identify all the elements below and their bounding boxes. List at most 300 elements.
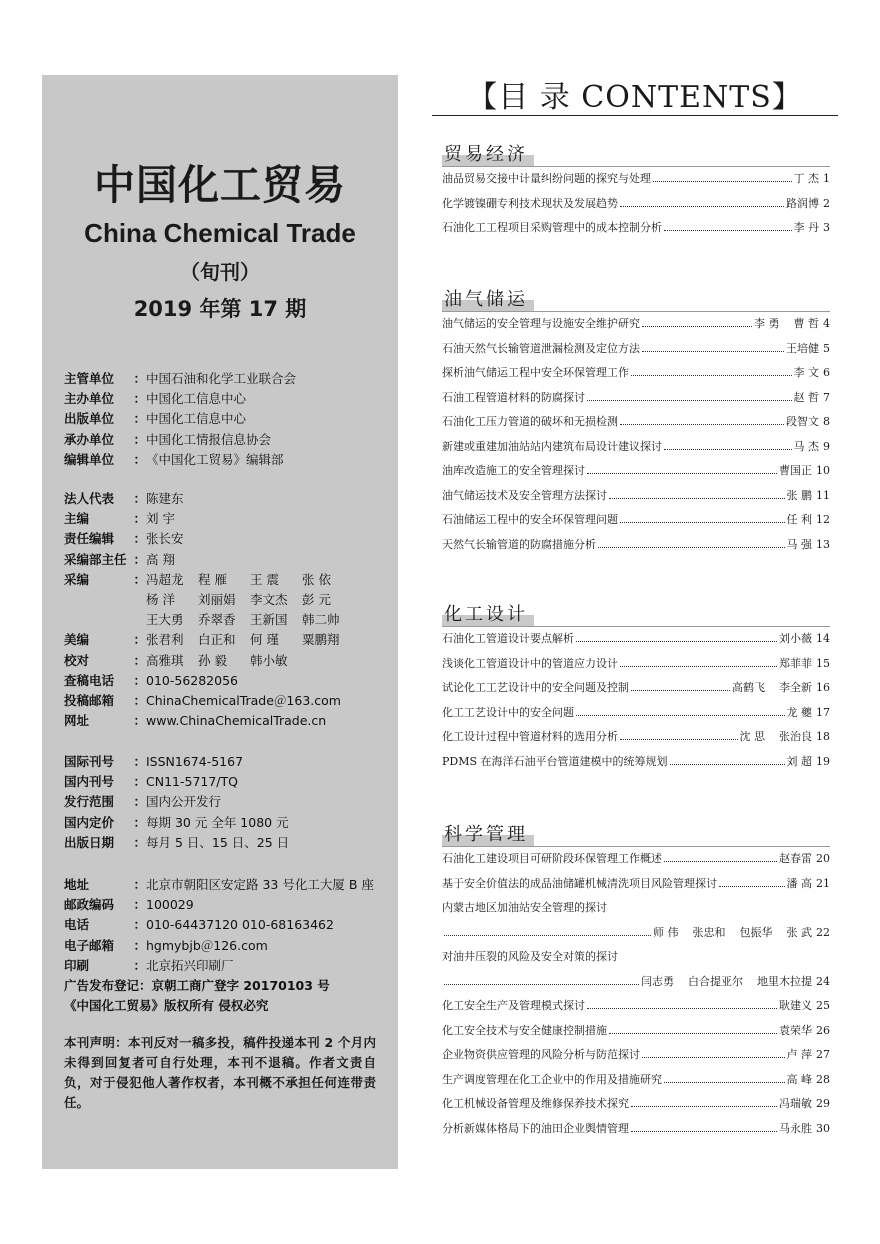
editors-row: [64, 590, 390, 610]
info-value: 国内公开发行: [146, 794, 222, 810]
info-label-text: 电子邮箱: [64, 937, 115, 953]
author-name: 李 勇: [754, 317, 780, 330]
info-label: 电话 ：: [64, 915, 146, 935]
article-authors: [794, 389, 820, 405]
toc-entry[interactable]: [442, 511, 830, 536]
article-authors: [787, 536, 813, 552]
page-number: 27: [816, 1048, 830, 1061]
author-name: 马 强: [786, 537, 812, 551]
toc-entry[interactable]: [442, 462, 830, 487]
info-label-text: 出版日期: [64, 834, 115, 850]
info-label: 法人代表 ：: [64, 489, 146, 509]
article-authors: [794, 219, 820, 235]
website-link[interactable]: www.ChinaChemicalTrade.cn: [146, 713, 327, 729]
proofreader-name: 高雅琪: [146, 652, 184, 668]
dot-leader: [620, 206, 784, 207]
art-editor-names: [146, 630, 390, 650]
dot-leader: [576, 641, 777, 642]
staff-info: [64, 489, 390, 731]
info-value: 高 翔: [146, 551, 175, 567]
info-row: [64, 711, 390, 731]
info-row: [64, 813, 390, 833]
dot-leader: [444, 984, 639, 985]
section-heading: 油气储运: [442, 285, 534, 311]
info-label: 校对 ：: [64, 651, 146, 671]
copyright: 《中国化工贸易》版权所有 侵权必究: [64, 998, 269, 1014]
toc-entry[interactable]: [442, 753, 830, 778]
journal-frequency: （旬刊）: [180, 260, 260, 284]
art-editors-row: [64, 630, 390, 650]
toc-entry[interactable]: [442, 389, 830, 414]
page-number: 22: [816, 925, 830, 939]
info-label-text: 出版单位: [64, 411, 115, 427]
info-label: 查稿电话 ：: [64, 671, 146, 691]
article-title: 石油化工工程项目采购管理中的成本控制分析: [442, 221, 662, 234]
info-value: 100029: [146, 897, 194, 913]
info-label-text: 投稿邮箱: [64, 692, 115, 708]
info-label: 主管单位 ：: [64, 369, 146, 389]
article-title: 内蒙古地区加油站安全管理的探讨: [442, 901, 607, 914]
page-number: 2: [823, 196, 830, 210]
author-name: 龙 夔: [786, 705, 812, 719]
publication-info: [64, 752, 390, 853]
contents-divider: [432, 115, 838, 116]
article-title: 化工机械设备管理及维修保养技术探究: [442, 1097, 629, 1110]
page-number: 6: [823, 366, 830, 379]
toc-entry[interactable]: [442, 1071, 830, 1096]
dot-leader: [609, 1033, 777, 1034]
info-label-text: 法人代表: [64, 491, 115, 506]
editor-names: [146, 610, 390, 630]
dot-leader: [664, 230, 792, 231]
page-number: 18: [816, 730, 830, 743]
info-value: 中国化工情报信息协会: [146, 431, 272, 447]
proofreader-name: 孙 毅: [198, 652, 227, 668]
article-authors: [786, 413, 819, 429]
info-row: [64, 430, 390, 450]
article-authors: [794, 364, 820, 380]
toc-entries: [442, 170, 830, 244]
editor-name: 王 震: [250, 571, 279, 587]
article-title: 石油化工建设项目可研阶段环保管理工作概述: [442, 852, 662, 865]
dot-leader: [653, 181, 792, 182]
author-name: 高鹤飞: [732, 681, 765, 694]
editor-name: 乔翠香: [198, 612, 236, 628]
article-authors: [779, 462, 812, 478]
author-name: 马 杰: [793, 439, 819, 453]
article-title: 化学镀镍硼专利技术现状及发展趋势: [442, 196, 618, 210]
page-number: 29: [816, 1097, 830, 1110]
author-name: 沈 思: [739, 730, 765, 743]
info-value: 中国化工信息中心: [146, 411, 247, 427]
section-heading: 科学管理: [442, 820, 534, 846]
author-name: 丁 杰: [793, 172, 819, 185]
toc-entry[interactable]: [442, 487, 830, 512]
dot-leader: [664, 1082, 785, 1083]
copyright-notice: 本刊声明：本刊反对一稿多投，稿件投递本刊 2 个月内未得到回复者可自行处理，本刊不退稿。作者文责自负，对于侵犯他人著作权者，本刊概不承担任何连带责任。: [64, 1035, 376, 1110]
info-label: 国内刊号 ：: [64, 772, 146, 792]
info-value: ISSN1674-5167: [146, 754, 244, 769]
page-number: 17: [816, 705, 830, 719]
editor-name: 程 雁: [198, 571, 227, 587]
toc-entry[interactable]: [442, 1022, 830, 1047]
journal-title-cn: 中国化工贸易: [94, 161, 346, 209]
author-name: 李全新: [779, 681, 812, 694]
article-authors: [779, 655, 812, 671]
article-title: 分析新媒体格局下的油田企业舆情管理: [442, 1121, 629, 1135]
info-label: 编辑单位 ：: [64, 450, 146, 470]
article-title: 石油化工管道设计要点解析: [442, 632, 574, 645]
info-label: 电子邮箱 ：: [64, 936, 146, 956]
page-number: 4: [823, 317, 830, 330]
author-name: 师 伟: [653, 925, 679, 939]
article-authors: [779, 1022, 812, 1038]
submission-email[interactable]: ChinaChemicalTrade＠163.com: [146, 692, 341, 708]
page-number: 11: [816, 488, 830, 502]
info-label-text: 责任编辑: [64, 531, 115, 547]
dot-leader: [587, 473, 777, 474]
masthead-panel: [42, 75, 398, 1169]
toc-entry[interactable]: [442, 655, 830, 680]
page-number: 7: [823, 390, 830, 404]
art-editor-name: 白正和: [198, 632, 236, 648]
article-authors: [787, 1071, 813, 1087]
toc-entry[interactable]: [442, 948, 830, 973]
article-title: 石油天然气长输管道泄漏检测及定位方法: [442, 341, 640, 355]
info-row: [64, 489, 390, 509]
article-title: 油库改造施工的安全管理探讨: [442, 464, 585, 477]
proofreaders-row: [64, 651, 390, 671]
info-label-text: 采编: [64, 571, 90, 587]
page-number: 15: [816, 656, 830, 670]
info-label: 美编 ：: [64, 630, 146, 650]
art-editor-name: 何 瑾: [250, 632, 279, 648]
page-number: 19: [816, 754, 830, 768]
info-label: 承办单位 ：: [64, 430, 146, 450]
editors-row: [64, 610, 390, 630]
art-editor-name: 张君利: [146, 632, 184, 648]
author-name: 马永胜: [779, 1121, 812, 1135]
page-number: 8: [823, 415, 830, 428]
editor-names: [146, 570, 390, 590]
toc-entry[interactable]: [442, 315, 830, 340]
editor-name: 刘丽娟: [198, 591, 236, 607]
info-value: 每月 5 日、15 日、25 日: [146, 834, 290, 850]
page-number: 21: [816, 876, 830, 890]
info-label: 印刷 ：: [64, 956, 146, 976]
toc-entry[interactable]: [442, 219, 830, 244]
dot-leader: [620, 739, 738, 740]
info-row: [64, 369, 390, 389]
info-row: [64, 875, 390, 895]
article-title: 试论化工工艺设计中的安全问题及控制: [442, 681, 629, 694]
author-name: 赵 哲: [793, 390, 819, 404]
info-label: 国际刊号 ：: [64, 752, 146, 772]
section-divider: [442, 311, 830, 312]
editor-name: 李文杰: [250, 591, 288, 607]
editor-name: 王新国: [250, 612, 288, 628]
dot-leader: [631, 375, 792, 376]
author-name: 曹国正: [779, 464, 812, 477]
contents-heading: 【目 录 CONTENTS】: [467, 80, 803, 115]
article-authors: [787, 1046, 813, 1062]
ad-license: 广告发布登记：京朝工商广登字 20170103 号: [64, 977, 330, 993]
article-authors: [794, 170, 820, 186]
editor-name: 韩二帅: [302, 612, 340, 628]
author-name: 潘 高: [786, 876, 812, 890]
author-name: 刘小薇: [779, 632, 812, 645]
article-authors: [794, 438, 820, 454]
phone-value: 010-56282056: [146, 672, 238, 688]
info-row: [64, 691, 390, 711]
page-number: 3: [823, 221, 830, 234]
dot-leader: [620, 666, 777, 667]
toc-entry[interactable]: [442, 875, 830, 900]
info-row: [64, 409, 390, 429]
info-label-text: 网址: [64, 713, 90, 729]
article-title: 油品贸易交接中计量纠纷问题的探究与处理: [442, 172, 651, 185]
toc-entry[interactable]: [442, 1120, 830, 1145]
dot-leader: [631, 1131, 777, 1132]
toc-section: [442, 285, 830, 551]
info-label-text: 电话: [64, 917, 90, 933]
info-label: 采编 ：: [64, 570, 146, 590]
dot-leader: [670, 764, 785, 765]
journal-title-en: China Chemical Trade: [84, 218, 356, 248]
section-heading: 化工设计: [442, 600, 534, 626]
info-row: [64, 509, 390, 529]
address-info: [64, 875, 390, 1016]
info-row: [64, 915, 390, 935]
article-authors: [779, 1095, 812, 1111]
info-row: [64, 772, 390, 792]
author-name: 袁荣华: [779, 1023, 812, 1037]
toc-entry[interactable]: [442, 704, 830, 729]
toc-section: [442, 140, 830, 234]
toc-entry[interactable]: [442, 1046, 830, 1071]
article-title: 化工安全技术与安全健康控制措施: [442, 1023, 607, 1037]
author-name: 冯瑞敏: [779, 1097, 812, 1110]
author-name: 白合提亚尔: [688, 974, 743, 988]
author-name: 张 武: [786, 925, 812, 939]
toc-entry[interactable]: [442, 413, 830, 438]
editor-name: 王大勇: [146, 612, 184, 628]
ad-license-row: [64, 976, 390, 996]
info-value: 张长安: [146, 531, 184, 547]
article-title: 探析油气储运工程中安全环保管理工作: [442, 366, 629, 379]
page-number: 26: [816, 1023, 830, 1037]
toc-entries: [442, 630, 830, 777]
page-number: 10: [816, 464, 830, 477]
copyright-row: [64, 996, 390, 1016]
page-number: 24: [816, 974, 830, 988]
org-info: [64, 369, 390, 470]
toc-entry[interactable]: [442, 899, 830, 924]
article-title: 化工安全生产及管理模式探讨: [442, 999, 585, 1012]
info-label: 责任编辑 ：: [64, 529, 146, 549]
page-number: 1: [823, 172, 830, 185]
article-authors: [787, 487, 813, 503]
toc-entry[interactable]: [442, 170, 830, 195]
page-number: 5: [823, 341, 830, 355]
info-value: CN11-5717/TQ: [146, 774, 238, 790]
author-name: 闫志勇: [641, 974, 674, 988]
info-label-text: 美编: [64, 632, 90, 648]
editor-name: 张 依: [302, 571, 331, 587]
page-number: 20: [816, 852, 830, 865]
info-label-text: 校对: [64, 652, 90, 668]
info-label: 国内定价 ：: [64, 813, 146, 833]
editor-names: [146, 590, 390, 610]
art-editor-name: 粟鹏翔: [302, 632, 340, 648]
article-title: 天然气长输管道的防腐措施分析: [442, 537, 596, 551]
info-row: [64, 450, 390, 470]
article-authors: [779, 1120, 812, 1136]
toc-entries: [442, 850, 830, 1144]
info-row: [64, 752, 390, 772]
toc-section: [442, 600, 830, 768]
author-name: 郑菲菲: [779, 656, 812, 670]
toc-section: [442, 820, 830, 1135]
info-value: 中国化工信息中心: [146, 391, 247, 407]
info-label: 采编部主任 ：: [64, 550, 146, 570]
info-label-text: 主管单位: [64, 371, 115, 386]
author-name: 李 丹: [793, 221, 819, 234]
info-label-text: 国际刊号: [64, 754, 115, 769]
dot-leader: [576, 715, 785, 716]
info-label: 主办单位 ：: [64, 389, 146, 409]
info-label-text: 编辑单位: [64, 451, 115, 467]
toc-entry[interactable]: [442, 536, 830, 561]
info-label-text: 承办单位: [64, 431, 115, 447]
article-title: 新建或重建加油站站内建筑布局设计建议探讨: [442, 439, 662, 453]
info-row: [64, 895, 390, 915]
info-label-text: 查稿电话: [64, 672, 115, 688]
dot-leader: [609, 498, 785, 499]
page-number: 13: [816, 537, 830, 551]
author-name: 段智文: [786, 415, 819, 428]
info-label-text: 地址: [64, 877, 90, 892]
dot-leader: [620, 522, 785, 523]
info-label-text: 采编部主任: [64, 551, 127, 567]
info-label-text: 邮政编码: [64, 897, 115, 913]
article-authors: [786, 340, 819, 356]
info-label: 地址 ：: [64, 875, 146, 895]
editor-name: 冯超龙: [146, 571, 184, 587]
article-authors: [754, 315, 819, 331]
editor-name: 彭 元: [302, 591, 331, 607]
toc-entry[interactable]: [442, 924, 830, 949]
info-value: 010-64437120 010-68163462: [146, 917, 334, 933]
toc-entry[interactable]: [442, 630, 830, 655]
author-name: 地里木拉提: [757, 974, 812, 988]
info-value: 刘 宇: [146, 511, 175, 527]
author-name: 王培健: [786, 341, 819, 355]
proofreader-names: [146, 651, 390, 671]
editor-name: 杨 洋: [146, 591, 175, 607]
author-name: 张治良: [779, 730, 812, 743]
page-number: 30: [816, 1121, 830, 1135]
dot-leader: [631, 690, 730, 691]
info-label: 发行范围 ：: [64, 792, 146, 812]
article-authors: [653, 924, 812, 940]
info-row: [64, 792, 390, 812]
author-name: 曹 哲: [793, 317, 819, 330]
author-name: 赵春雷: [779, 852, 812, 865]
page-number: 16: [816, 681, 830, 694]
article-title: 石油储运工程中的安全环保管理问题: [442, 513, 618, 526]
info-label: 主编 ：: [64, 509, 146, 529]
dot-leader: [587, 400, 792, 401]
toc-entry[interactable]: [442, 728, 830, 753]
dot-leader: [642, 326, 752, 327]
toc-entry[interactable]: [442, 364, 830, 389]
info-label-text: 国内刊号: [64, 774, 115, 790]
info-label-text: 主编: [64, 511, 90, 527]
info-label: 出版单位 ：: [64, 409, 146, 429]
info-value: 北京市朝阳区安定路 33 号化工大厦 B 座: [146, 877, 374, 892]
toc-entry[interactable]: [442, 1095, 830, 1120]
author-name: 张忠和: [692, 925, 726, 939]
info-value: 《中国化工贸易》编辑部: [146, 451, 284, 467]
toc-entry[interactable]: [442, 997, 830, 1022]
toc-entry[interactable]: [442, 850, 830, 875]
info-row: [64, 671, 390, 691]
dot-leader: [642, 351, 784, 352]
article-title: 化工工艺设计中的安全问题: [442, 705, 574, 719]
page-number: 25: [816, 999, 830, 1012]
toc-entry[interactable]: [442, 195, 830, 220]
article-authors: [787, 753, 813, 769]
article-authors: [779, 997, 812, 1013]
section-divider: [442, 166, 830, 167]
author-name: 刘 超: [786, 754, 812, 768]
info-row: [64, 529, 390, 549]
info-label: 投稿邮箱 ：: [64, 691, 146, 711]
article-authors: [779, 850, 812, 866]
dot-leader: [642, 1057, 785, 1058]
toc-entry[interactable]: [442, 973, 830, 998]
author-name: 李 文: [793, 366, 819, 379]
proofreader-name: 韩小敏: [250, 652, 288, 668]
info-label: 网址 ：: [64, 711, 146, 731]
dot-leader: [664, 861, 777, 862]
dot-leader: [664, 449, 792, 450]
author-name: 任 利: [786, 513, 812, 526]
article-authors: [787, 511, 813, 527]
contact-email[interactable]: hgmybjb＠126.com: [146, 937, 268, 953]
author-name: 高 峰: [786, 1072, 812, 1086]
article-authors: [786, 195, 819, 211]
toc-entry[interactable]: [442, 438, 830, 463]
author-name: 卢 萍: [786, 1048, 812, 1061]
page-number: 12: [816, 513, 830, 526]
toc-entry[interactable]: [442, 340, 830, 365]
page-number: 9: [823, 439, 830, 453]
info-label: 邮政编码 ：: [64, 895, 146, 915]
article-title: 石油工程管道材料的防腐探讨: [442, 390, 585, 404]
info-value: 中国石油和化学工业联合会: [146, 371, 297, 386]
article-authors: [641, 973, 812, 989]
author-name: 路润博: [786, 196, 819, 210]
dot-leader: [444, 935, 651, 936]
page-number: 28: [816, 1072, 830, 1086]
info-row: [64, 936, 390, 956]
toc-entries: [442, 315, 830, 560]
author-name: 包振华: [739, 925, 773, 939]
toc-entry[interactable]: [442, 679, 830, 704]
info-value: 北京拓兴印刷厂: [146, 957, 234, 973]
